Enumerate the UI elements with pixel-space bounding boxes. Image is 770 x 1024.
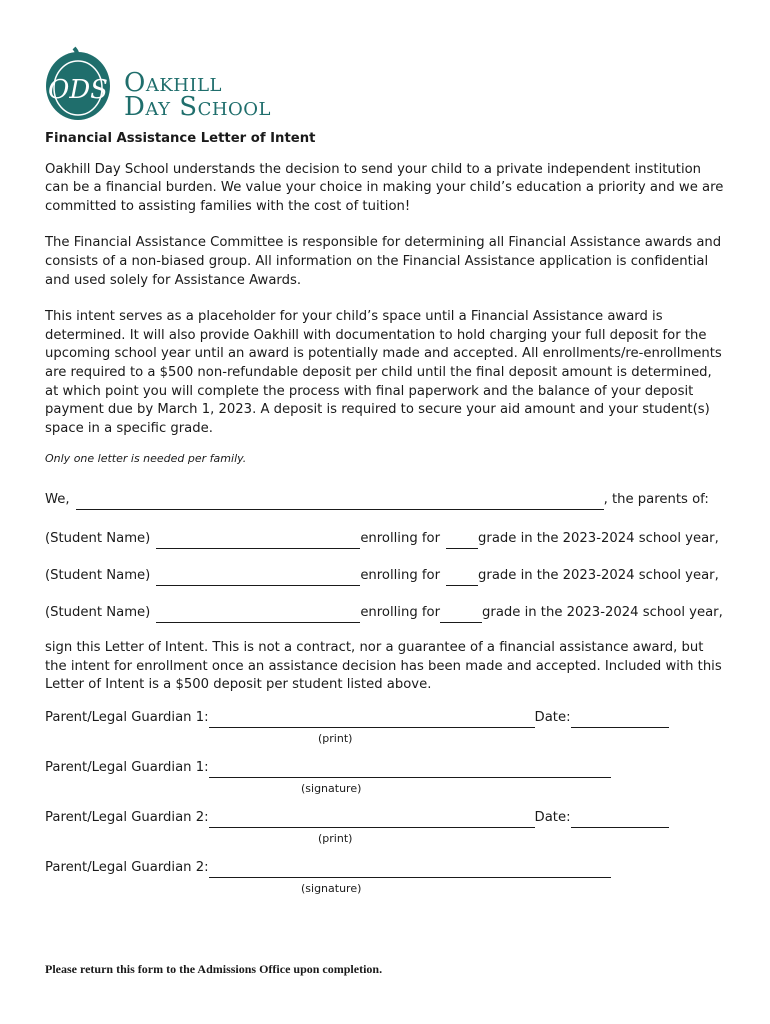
committee-paragraph: The Financial Assistance Committee is responsible for determining all Financial Assistance awards and consists of a non-biased group. All information on the Financial Assistance application is confidential and used solely for Assistance Awards. bbox=[45, 235, 722, 288]
student-row-1: (Student Name) enrolling for grade in the 2023-2024 school year, bbox=[45, 530, 725, 549]
grade-field-3[interactable] bbox=[440, 608, 482, 623]
print-caption: (print) bbox=[318, 731, 353, 745]
guardian-2-signature-row: Parent/Legal Guardian 2: (signature) bbox=[45, 859, 725, 909]
parents-name-field[interactable] bbox=[76, 495, 604, 510]
guardian-2-print-row: Parent/Legal Guardian 2: Date: (print) bbox=[45, 809, 725, 859]
return-instructions: Please return this form to the Admissions Office upon completion. bbox=[45, 962, 383, 976]
guardian-1-signature-row: Parent/Legal Guardian 1: (signature) bbox=[45, 759, 725, 809]
guardian-1-signature-field[interactable] bbox=[209, 763, 611, 778]
logo-line-2: Day School bbox=[124, 92, 272, 122]
print-caption: (print) bbox=[318, 831, 353, 845]
guardian-2-date-field[interactable] bbox=[571, 813, 669, 828]
grade-field-2[interactable] bbox=[446, 571, 478, 586]
grade-field-1[interactable] bbox=[446, 534, 478, 549]
letter-body bbox=[45, 130, 725, 909]
guardian-1-print-row: Parent/Legal Guardian 1: Date: (print) bbox=[45, 709, 725, 759]
signature-caption: (signature) bbox=[301, 881, 362, 895]
guardian-2-signature-field[interactable] bbox=[209, 863, 611, 878]
svg-text:ODS: ODS bbox=[48, 75, 108, 105]
student-row-2: (Student Name) enrolling for grade in the 2023-2024 school year, bbox=[45, 567, 725, 586]
student-name-field-1[interactable] bbox=[156, 534, 360, 549]
signature-caption: (signature) bbox=[301, 781, 362, 795]
family-note: Only one letter is needed per family. bbox=[45, 452, 247, 466]
logo-line-1: Oakhill bbox=[124, 68, 222, 98]
intro-paragraph: Oakhill Day School understands the decision to send your child to a private independent institution can be a financial burden. We value your choice in making your child’s education a priority and we are committed to assisting families with the cost of tuition! bbox=[45, 161, 724, 214]
student-row-3: (Student Name) enrolling for grade in the 2023-2024 school year, bbox=[45, 604, 725, 623]
placeholder-paragraph: This intent serves as a placeholder for your child’s space until a Financial Assistance award is determined. It will also provide Oakhill with documentation to hold charging your full deposit for the upcoming school year until an award is potentially made and accepted. All enrollments/re-enrollments are required to a $500 non-refundable deposit per child until the final deposit amount is determined, at which point you will complete the process with final paperwork and the balance of your deposit payment due by March 1, 2023. A deposit is required to secure your aid amount and your student(s) space in a specific grade. bbox=[45, 309, 722, 436]
guardian-1-print-field[interactable] bbox=[209, 713, 535, 728]
closing-paragraph: sign this Letter of Intent. This is not a contract, nor a guarantee of a financial assistance award, but the intent for enrollment once an assistance decision has been made and accepted. Included with this Letter of Intent is a $500 deposit per student listed above. bbox=[45, 639, 722, 693]
guardian-2-print-field[interactable] bbox=[209, 813, 535, 828]
parents-row: We, , the parents of: bbox=[45, 491, 725, 510]
school-logo bbox=[44, 46, 274, 126]
acorn-monogram-icon bbox=[44, 46, 116, 128]
student-name-field-3[interactable] bbox=[156, 608, 360, 623]
student-name-field-2[interactable] bbox=[156, 571, 360, 586]
guardian-1-date-field[interactable] bbox=[571, 713, 669, 728]
page-title: Financial Assistance Letter of Intent bbox=[45, 131, 316, 146]
